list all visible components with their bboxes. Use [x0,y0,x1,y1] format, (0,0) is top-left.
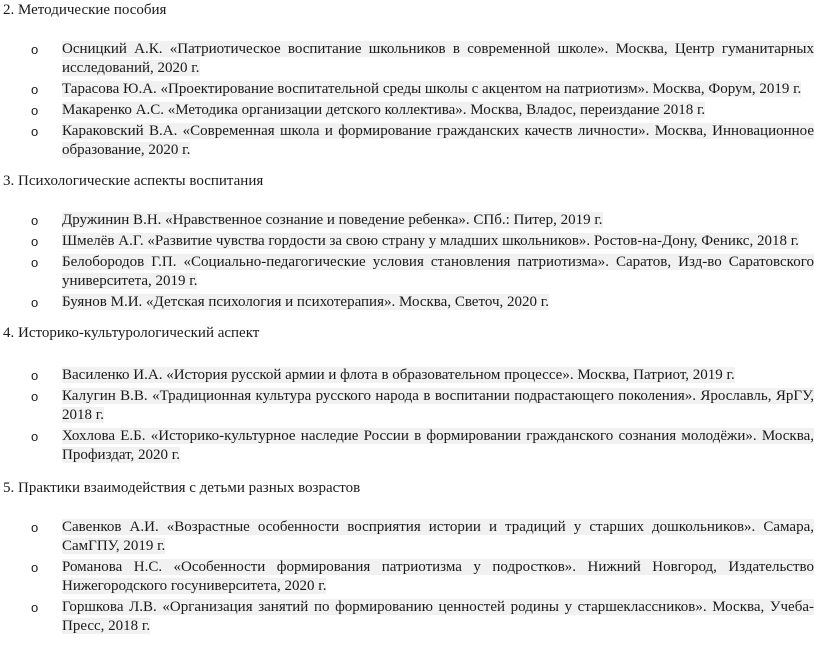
bullet-icon: o [31,42,39,57]
reference-list [0,518,816,638]
bullet-icon: o [31,213,39,228]
bullet-icon: o [31,368,39,383]
reference-list [0,366,816,467]
reference-list [0,211,816,314]
reference-list [0,40,816,162]
list-item-text: Савенков А.И. «Возрастные особенности восприятия истории и традиций у старших дошкольников». Самара, СамГПУ, 2019 г. [62,519,814,554]
bullet-icon: o [31,124,39,139]
list-item [0,598,816,636]
list-item [0,211,816,230]
list-item-text: Хохлова Е.Б. «Историко-культурное наследие России в формировании гражданского сознания молодёжи». Москва, Профиздат, 2020 г. [62,428,814,463]
list-item [0,366,816,385]
bullet-icon: o [31,600,39,615]
list-item [0,427,816,465]
bullet-icon: o [31,560,39,575]
section-historical-cultural [0,323,816,343]
list-item-text: Буянов М.И. «Детская психология и психотерапия». Москва, Светоч, 2020 г. [62,294,549,310]
list-item [0,518,816,556]
list-item-text: Белобородов Г.П. «Социально-педагогические условия становления патриотизма». Саратов, Изд-во Саратовского университета, 2019 г. [62,254,814,289]
list-item-text: Горшкова Л.В. «Организация занятий по формированию ценностей родины у старшеклассников». Москва, Учеба-Пресс, 2018 г. [62,599,814,634]
list-item-text: Шмелёв А.Г. «Развитие чувства гордости за свою страну у младших школьников». Ростов-на-Дону, Феникс, 2018 г. [62,233,799,249]
bullet-icon: o [31,82,39,97]
bullet-icon: o [31,389,39,404]
list-item-text: Макаренко А.С. «Методика организации детского коллектива». Москва, Владос, переиздание 2018 г. [62,102,706,118]
section-heading: 3. Психологические аспекты воспитания [3,173,264,189]
bullet-icon: o [31,295,39,310]
list-item-text: Осницкий А.К. «Патриотическое воспитание школьников в современной школе». Москва, Центр гуманитарных исследований, 2020 г. [62,41,814,76]
list-item [0,558,816,596]
list-item-text: Караковский В.А. «Современная школа и формирование гражданских качеств личности». Москва, Инновационное образование, 2020 г. [62,123,814,158]
bullet-icon: o [31,520,39,535]
list-item-text: Калугин В.В. «Традиционная культура русского народа в воспитании подрастающего поколения». Ярославль, ЯрГУ, 2018 г. [62,388,814,423]
bullet-icon: o [31,429,39,444]
section-heading: 5. Практики взаимодействия с детьми разных возрастов [3,480,361,496]
section-heading: 2. Методические пособия [3,2,167,18]
list-item [0,293,816,312]
section-methodical-guides [0,0,816,20]
section-heading: 4. Историко-культурологический аспект [3,325,260,341]
list-item [0,387,816,425]
list-item [0,40,816,78]
list-item [0,253,816,291]
section-age-practices [0,478,816,498]
bullet-icon: o [31,234,39,249]
list-item [0,101,816,120]
list-item-text: Тарасова Ю.А. «Проектирование воспитательной среды школы с акцентом на патриотизм». Москва, Форум, 2019 г. [62,81,802,97]
list-item-text: Романова Н.С. «Особенности формирования патриотизма у подростков». Нижний Новгород, Издательство Нижегородского госуниверситета, 2020 г. [62,559,814,594]
section-psychological-aspects [0,171,816,191]
list-item-text: Дружинин В.Н. «Нравственное сознание и поведение ребенка». СПб.: Питер, 2019 г. [62,212,603,228]
list-item [0,122,816,160]
list-item-text: Василенко И.А. «История русской армии и флота в образовательном процессе». Москва, Патриот, 2019 г. [62,367,735,383]
bullet-icon: o [31,103,39,118]
list-item [0,80,816,99]
bullet-icon: o [31,255,39,270]
list-item [0,232,816,251]
